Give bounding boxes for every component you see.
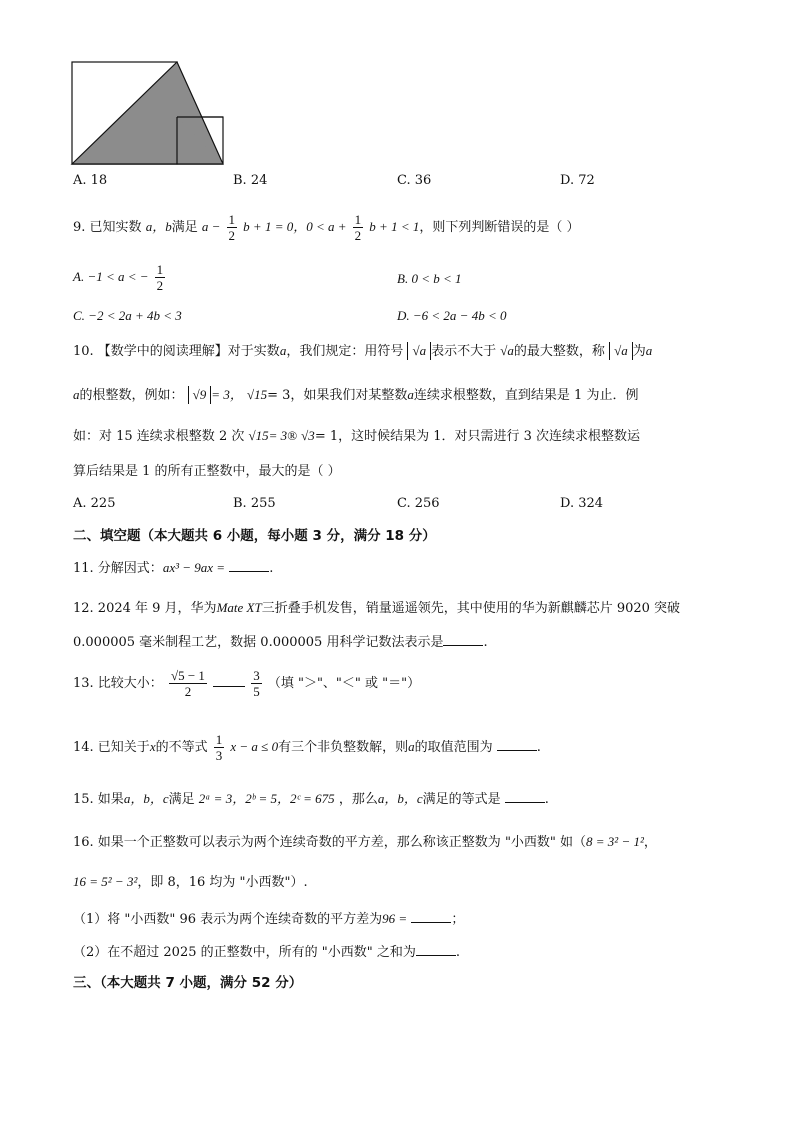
q15-answer-blank[interactable] <box>505 790 545 803</box>
q9-fraction-1: $\frac{1}{2}$ <box>228 212 236 243</box>
q8-option-d: D. 72 <box>560 173 595 188</box>
q11: 11. 分解因式：ax³ − 9ax = . <box>73 560 274 576</box>
q10-line-1: 10. 【数学中的阅读理解】对于实数a，我们规定：用符号 √a 表示不大于 √a的最大整数，称 √a 为a <box>73 343 653 359</box>
q8-option-b: B. 24 <box>233 173 268 188</box>
q13-fraction-1: $\frac{√5 - 1}{2}$ <box>170 668 205 699</box>
q9-option-a: A. −1 < a < − $\frac{1}{2}$ <box>73 262 164 293</box>
q9-fraction-2: $\frac{1}{2}$ <box>354 212 362 243</box>
q13-answer-blank[interactable] <box>213 674 245 687</box>
section-3-heading: 三、（本大题共 7 小题，满分 52 分） <box>73 975 303 991</box>
q10-line-2: a的根整数，例如： √9 = 3， √15= 3，如果我们对某整数a连续求根整数，直到结果是 1 为止．例 <box>73 387 639 403</box>
q10-line-4: 算后结果是 1 的所有正整数中，最大的是（ ） <box>73 464 341 479</box>
q12-line-2: 0.000005 毫米制程工艺，数据 0.000005 用科学记数法表示是 . <box>73 635 488 650</box>
q9-option-c: C. −2 < 2a + 4b < 3 <box>73 308 182 323</box>
q16-line-1: 16. 如果一个正整数可以表示为两个连续奇数的平方差，那么称该正整数为 "小西数" 如（8 = 3² − 1²， <box>73 834 657 850</box>
q16-sub2-answer-blank[interactable] <box>416 943 456 956</box>
q12-line-1: 12. 2024 年 9 月，华为Mate XT三折叠手机发售，销量遥遥领先，其中使用的华为新麒麟芯片 9020 突破 <box>73 600 681 616</box>
q15: 15. 如果a，b，c满足 2ᵃ = 3，2ᵇ = 5，2ᶜ = 675 ，那么a，b，c满足的等式是 . <box>73 791 549 807</box>
q10-option-a: A. 225 <box>73 496 116 511</box>
q11-answer-blank[interactable] <box>229 559 269 572</box>
q10-line-3: 如：对 15 连续求根整数 2 次 √15= 3® √3= 1，这时候结果为 1．对只需进行 3 次连续求根整数运 <box>73 428 641 444</box>
q13: 13. 比较大小： $\frac{√5 - 1}{2}$ $\frac{3}{5}$ （填 "＞"、"＜" 或 "＝"） <box>73 668 421 699</box>
q16-sub1-answer-blank[interactable] <box>411 910 451 923</box>
q14: 14. 已知关于x的不等式 $\frac{1}{3}$ x − a ≤ 0有三个非负整数解，则a的取值范围为 . <box>73 732 541 763</box>
q9-option-b: B. 0 < b < 1 <box>397 271 462 286</box>
q13-fraction-2: $\frac{3}{5}$ <box>253 668 260 699</box>
q16-sub-1: （1）将 "小西数" 96 表示为两个连续奇数的平方差为96 = ； <box>73 911 465 927</box>
q8-figure <box>70 60 225 166</box>
q10-option-d: D. 324 <box>560 496 604 511</box>
q10-option-b: B. 255 <box>233 496 276 511</box>
q14-fraction: $\frac{1}{3}$ <box>215 732 223 763</box>
q16-line-2: 16 = 5² − 3²，即 8，16 均为 "小西数"）. <box>73 874 308 890</box>
q8-option-c: C. 36 <box>397 173 432 188</box>
q12-answer-blank[interactable] <box>443 633 483 646</box>
section-2-heading: 二、填空题（本大题共 6 小题，每小题 3 分，满分 18 分） <box>73 528 436 544</box>
q8-option-a: A. 18 <box>73 173 108 188</box>
q9-stem: 9. 已知实数 a，b满足 a − $\frac{1}{2}$ b + 1 = 0，0 < a + $\frac{1}{2}$ b + 1 < 1，则下列判断错误的是（ ） <box>73 212 580 243</box>
q14-answer-blank[interactable] <box>497 738 537 751</box>
q9-option-d: D. −6 < 2a − 4b < 0 <box>397 308 507 323</box>
q16-sub-2: （2）在不超过 2025 的正整数中，所有的 "小西数" 之和为 . <box>73 945 460 960</box>
q10-option-c: C. 256 <box>397 496 440 511</box>
